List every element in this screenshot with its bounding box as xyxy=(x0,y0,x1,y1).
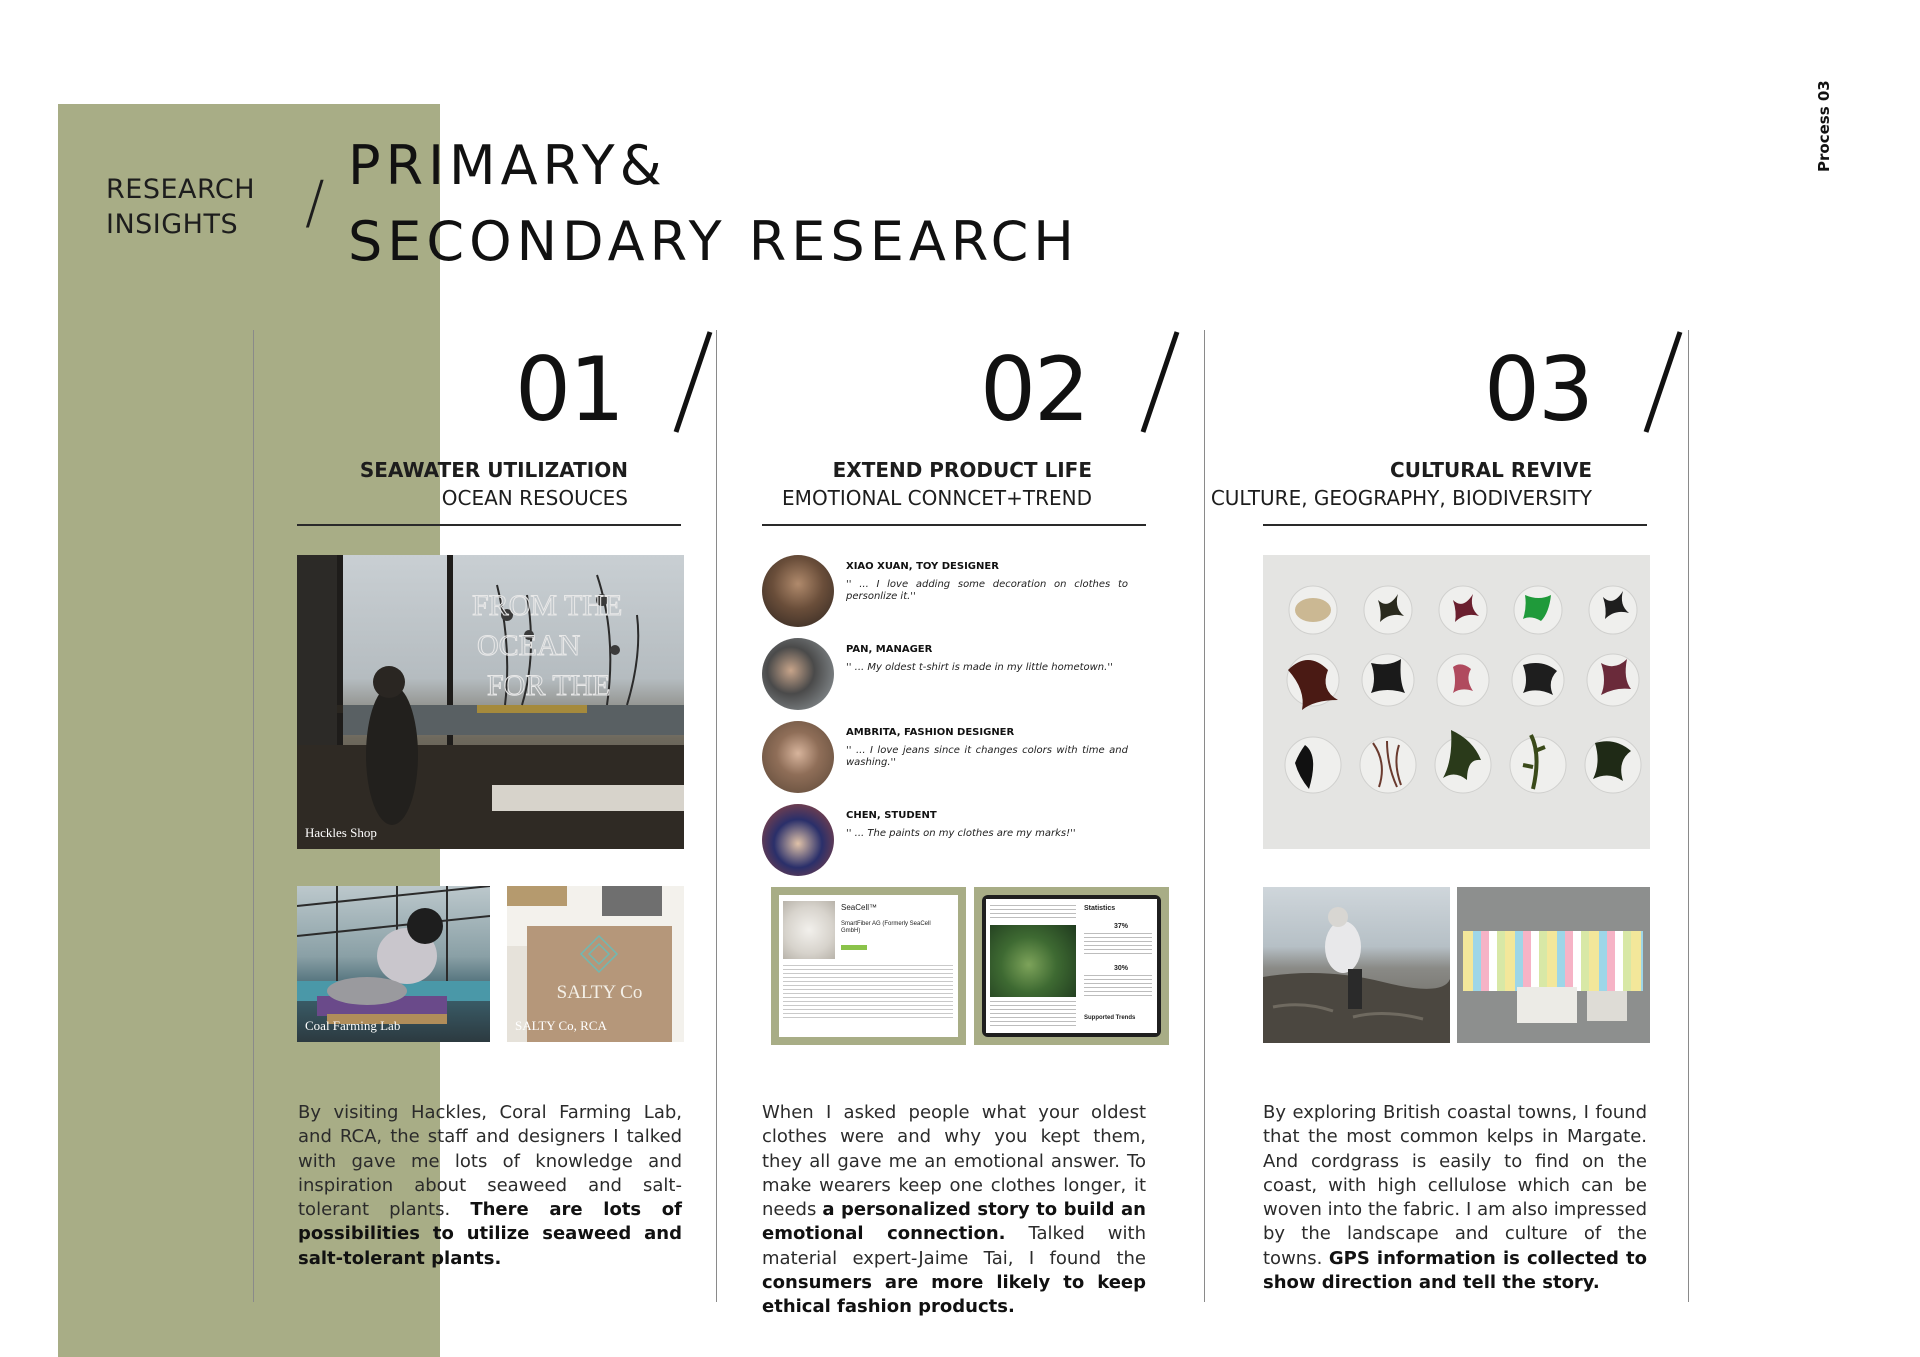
avatar xyxy=(762,804,834,876)
number-slash-icon xyxy=(1093,330,1203,434)
column-subheading: OCEAN RESOUCES xyxy=(441,486,628,510)
avatar xyxy=(762,555,834,627)
screen-title: SeaCell™ xyxy=(841,903,878,912)
salty-co-logo-text: SALTY Co xyxy=(556,982,643,1003)
mapping-wall-photo xyxy=(1457,887,1650,1043)
interviewee-name: AMBRITA, FASHION DESIGNER xyxy=(846,727,1015,738)
number-slash-icon xyxy=(626,330,736,434)
section-label-line1: RESEARCH xyxy=(106,174,256,205)
status-badge xyxy=(841,945,867,950)
interviewee-quote: '' ... My oldest t-shirt is made in my little hometown.'' xyxy=(846,662,1113,673)
text-lines xyxy=(990,905,1076,921)
svg-text:OCEAN: OCEAN xyxy=(477,629,581,662)
seaweed-dishes-illustration xyxy=(1263,555,1650,849)
body-text-plain: By exploring British coastal towns, I found that the most common kelps in Margate. And cordgrass is easily to find on the coast, with high cellulose which can be woven into the fabric. I am also impressed by the landscape and culture of the towns. xyxy=(1263,1102,1647,1269)
trend-report-screenshot xyxy=(974,887,1169,1045)
column-body-text xyxy=(1263,1101,1647,1295)
shop-window-illustration xyxy=(297,555,684,849)
interviewee-quote: '' ... I love jeans since it changes colors with time and washing.'' xyxy=(846,745,1128,768)
svg-text:FOR THE: FOR THE xyxy=(487,669,611,702)
map-sheet xyxy=(1587,991,1627,1021)
stats-heading: Statistics xyxy=(1084,905,1116,912)
section-label-line2: INSIGHTS xyxy=(106,209,239,240)
page-title-line1: PRIMARY& xyxy=(348,134,667,197)
stat-value: 30% xyxy=(1114,965,1129,972)
interviewee-card xyxy=(762,804,1162,880)
column-heading-block xyxy=(672,456,1092,512)
hackles-shop-photo xyxy=(297,555,684,849)
interviewee-quote: '' ... I love adding some decoration on clothes to personlize it.'' xyxy=(846,579,1128,602)
seacell-screenshot xyxy=(771,887,966,1045)
interviewee-name: PAN, MANAGER xyxy=(846,644,933,655)
number-slash-icon xyxy=(1596,330,1706,434)
fabric-swatch xyxy=(602,886,662,916)
stat-value: 37% xyxy=(1114,923,1129,930)
text-lines xyxy=(1084,975,1152,999)
interviewee-name: XIAO XUAN, TOY DESIGNER xyxy=(846,561,999,572)
screen-page xyxy=(779,895,958,1037)
column-subheading: EMOTIONAL CONNCET+TREND xyxy=(782,486,1092,510)
coral-farming-lab-photo xyxy=(297,886,490,1042)
text-lines xyxy=(990,1001,1076,1029)
map-sheet xyxy=(1517,987,1577,1023)
svg-text:FROM THE: FROM THE xyxy=(472,589,623,622)
page-title xyxy=(348,128,1079,280)
text-lines xyxy=(1084,933,1152,957)
tablet-frame xyxy=(982,895,1161,1037)
interviewee-card xyxy=(762,638,1162,714)
body-text-plain: When I asked people what your oldest clothes were and why you kept them, they all gave me an emotional answer. To make wearers keep one clothes longer, it needs xyxy=(762,1102,1146,1221)
interviewee-card xyxy=(762,555,1162,631)
column-subheading: CULTURE, GEOGRAPHY, BIODIVERSITY xyxy=(1210,486,1592,510)
photo-caption: SALTY Co, RCA xyxy=(515,1018,607,1033)
body-text-plain: By visiting Hackles, Coral Farming Lab, and RCA, the staff and designers I talked with gave me lots of knowledge and inspiration about seaweed and salt-tolerant plants. xyxy=(298,1102,682,1221)
beach-illustration xyxy=(1263,887,1450,1043)
fabric-swatch xyxy=(507,886,567,906)
section-label xyxy=(106,172,255,242)
interviewee-quote: '' ... The paints on my clothes are my marks!'' xyxy=(846,828,1076,839)
photo-caption: Hackles Shop xyxy=(305,825,377,840)
body-text-bold: consumers are more likely to keep ethical fashion products. xyxy=(762,1272,1146,1318)
column-heading: SEAWATER UTILIZATION xyxy=(359,458,628,482)
fiber-image xyxy=(783,901,835,959)
page-title-line2: SECONDARY RESEARCH xyxy=(348,210,1079,273)
avatar xyxy=(762,721,834,793)
body-text-bold: GPS information is collected to show direction and tell the story. xyxy=(1263,1247,1647,1294)
photo-caption: Coal Farming Lab xyxy=(305,1018,401,1033)
header-slash: / xyxy=(305,168,325,236)
notes-cluster xyxy=(1463,931,1643,991)
forest-image xyxy=(990,925,1076,997)
tablet-screen xyxy=(986,899,1157,1033)
trends-heading: Supported Trends xyxy=(1084,1015,1136,1021)
column-heading-block xyxy=(1172,456,1592,512)
body-text-bold: There are lots of possibilities to utilize seaweed and salt-tolerant plants. xyxy=(298,1199,683,1269)
seaweed-specimens-photo xyxy=(1263,555,1650,849)
column-number-02: 02 xyxy=(980,338,1088,441)
screen-subtitle: SmartFiber AG (Formerly SeaCell GmbH) xyxy=(841,921,931,934)
column-heading: EXTEND PRODUCT LIFE xyxy=(832,458,1092,482)
heading-rule xyxy=(762,524,1146,526)
text-lines xyxy=(783,965,953,1021)
process-label: Process 03 xyxy=(1815,80,1833,172)
column-divider xyxy=(1688,330,1689,1302)
heading-rule xyxy=(1263,524,1647,526)
body-text-plain: Talked with material expert-Jaime Tai, I found the xyxy=(762,1223,1146,1269)
avatar xyxy=(762,638,834,710)
salty-co-photo xyxy=(507,886,684,1042)
interviewee-card xyxy=(762,721,1162,797)
heading-rule xyxy=(297,524,681,526)
column-body-text xyxy=(762,1101,1146,1320)
interviewee-name: CHEN, STUDENT xyxy=(846,810,937,821)
column-heading-block xyxy=(208,456,628,512)
column-body-text xyxy=(298,1101,682,1271)
column-heading: CULTURAL REVIVE xyxy=(1390,458,1592,482)
column-number-01: 01 xyxy=(515,338,623,441)
body-text-bold: a personalized story to build an emotional connection. xyxy=(762,1199,1146,1245)
coastal-field-photo xyxy=(1263,887,1450,1043)
column-number-03: 03 xyxy=(1484,338,1592,441)
